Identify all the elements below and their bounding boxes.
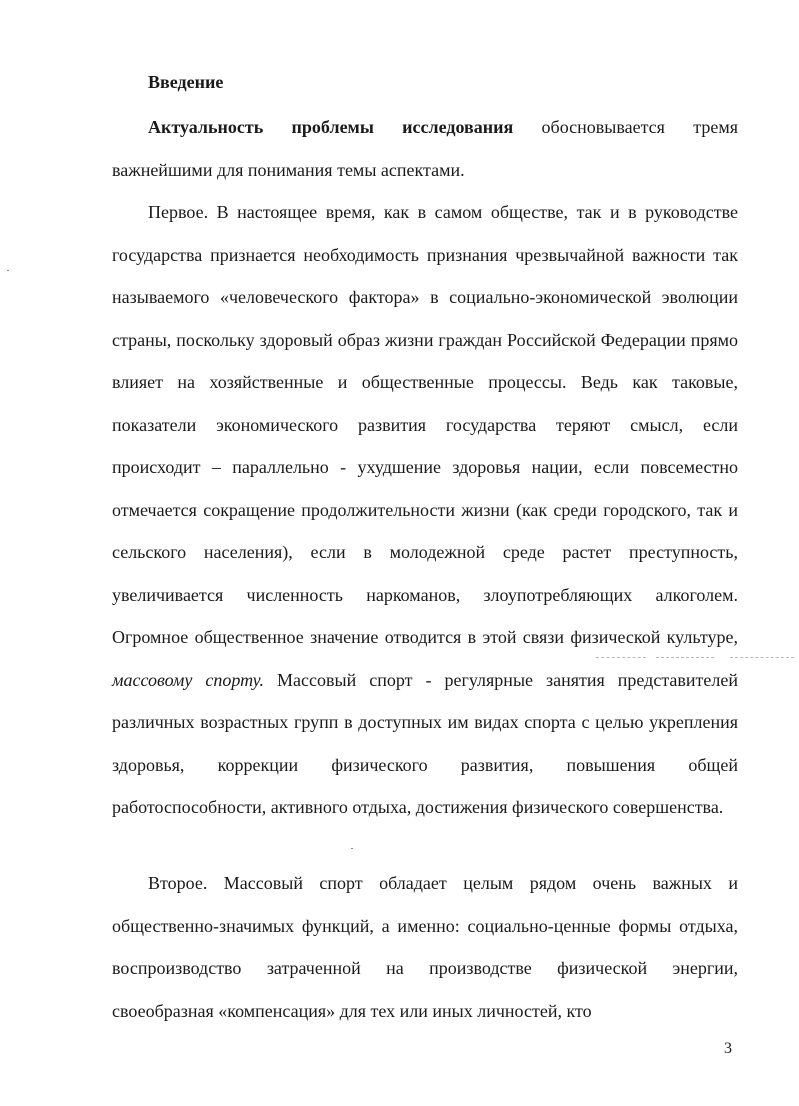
- scan-artifact-line: [730, 657, 794, 659]
- section-heading: Введение: [148, 72, 224, 92]
- page-number: 3: [724, 1040, 732, 1057]
- first-text-part1: Первое. В настоящее время, как в самом обществе, так и в руководстве государства признается необходимость признания чрезвычайной важности так называемого «человеческого фактора» в социально-экономической эволюции страны, поскольку здоровый образ жизни граждан Российской Федерации прямо влияет на хозяйственные и общественные процессы. Ведь как таковые, показатели экономического развития государства теряют смысл, если происходит – параллельно - ухудшение здоровья нации, если повсеместно отмечается сокращение продолжительности жизни (как среди городского, так и сельского населения), если в молодежной среде растет преступность, увеличивается численность наркоманов, злоупотребляющих алкоголем. Огромное общественное значение отводится в этой связи физической культуре,: [112, 202, 738, 647]
- relevance-text: обосновывается тремя важнейшими для понимания темы аспектами.: [112, 117, 738, 180]
- scan-artifact-dot: [7, 270, 9, 271]
- relevance-bold-lead: Актуальность проблемы исследования: [148, 117, 514, 137]
- first-italic-term: массовому спорту.: [112, 669, 265, 690]
- paragraph-relevance: [112, 106, 738, 191]
- scan-artifact-line: [596, 657, 646, 659]
- paragraph-first: [112, 191, 738, 829]
- paragraph-second: Второе. Массовый спорт обладает целым рядом очень важных и общественно-значимых функций, а именно: социально-ценные формы отдыха, воспроизводство затраченной на производстве физической энергии, своеобразная «компенсация» для тех или иных личностей, кто: [112, 873, 738, 1021]
- scan-artifact-line: [656, 657, 714, 659]
- first-text-part2: Массовый спорт - регулярные занятия представителей различных возрастных групп в доступных им видах спорта с целью укрепления здоровья, коррекции физического развития, повышения общей работоспособности, активного отдыха, достижения физического совершенства.: [112, 669, 738, 817]
- scan-artifact-dot: [351, 848, 353, 849]
